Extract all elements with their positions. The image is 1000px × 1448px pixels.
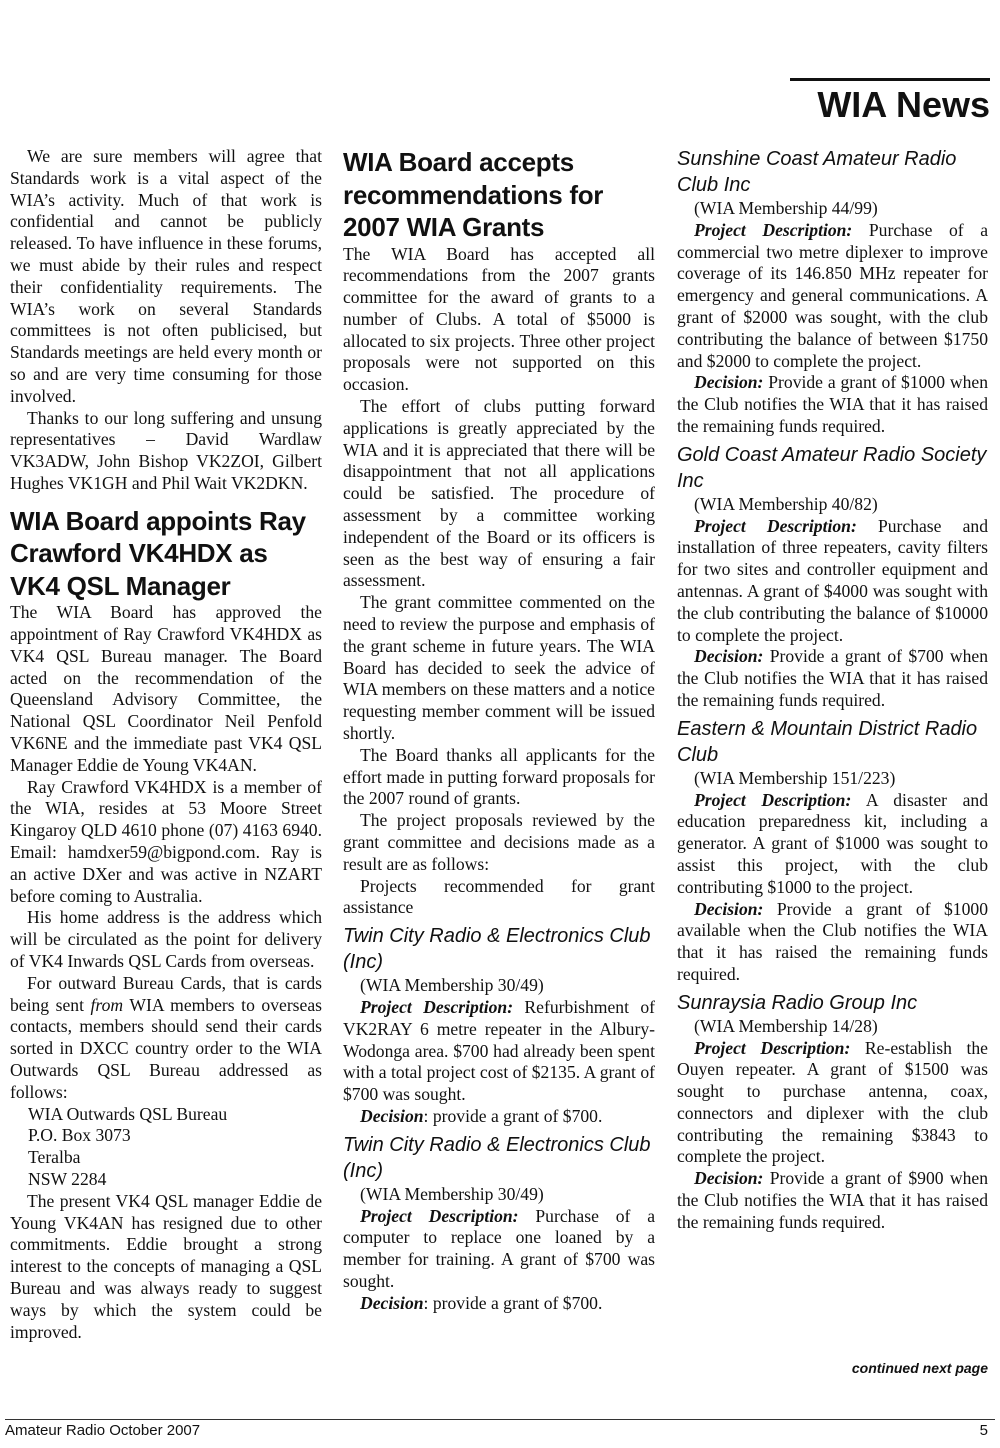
paragraph: Projects recommended for grant assistance <box>343 875 655 918</box>
paragraph: The present VK4 QSL manager Eddie de Young VK4AN has resigned due to other commitments. Eddie brought a strong interest to the concepts of managing a QSL Bureau and was always ready to suggest ways by which the system could be improved. <box>10 1190 322 1342</box>
decision: Decision: Provide a grant of $700 when the Club notifies the WIA that it has raised the remaining funds required. <box>677 646 988 710</box>
project-description: Project Description: A disaster and education preparedness kit, including a generator. A grant of $1000 was sought to assist this project, with the club contributing $1000 to the project. <box>677 789 989 897</box>
address-line: NSW 2284 <box>28 1168 107 1189</box>
decision: Decision: Provide a grant of $1000 available when the Club notifies the WIA that it has raised the remaining funds required. <box>677 898 988 984</box>
club-heading: Eastern & Mountain District Radio Club <box>677 717 978 766</box>
paragraph: Thanks to our long suffering and unsung representatives – David Wardlaw VK3ADW, John Bishop VK2ZOI, Gilbert Hughes VK1GH and Phil Wait VK2DKN. <box>10 407 322 493</box>
membership: (WIA Membership 151/223) <box>694 767 896 788</box>
membership: (WIA Membership 30/49) <box>360 1183 544 1204</box>
paragraph: The effort of clubs putting forward applications is greatly appreciated by the WIA and it is appreciated that there will be disappointment that not all applications could be satisfied. The procedure of assessment by a committee working independent of the Board or its officers is seen as the best way of ensuring a fair assessment. <box>343 396 655 591</box>
address-line: Teralba <box>28 1147 81 1168</box>
membership: (WIA Membership 14/28) <box>694 1015 878 1036</box>
column-3 <box>677 146 988 1234</box>
membership: (WIA Membership 40/82) <box>694 493 878 514</box>
paragraph: The WIA Board has accepted all recommendations from the 2007 grants committee for the award of grants to a number of Clubs. A total of $5000 is allocated to six projects. Three other project proposals were not supported on this occasion. <box>343 243 655 395</box>
club-heading: Twin City Radio & Electronics Club (Inc) <box>343 1133 651 1182</box>
paragraph: The grant committee commented on the need to review the purpose and emphasis of the grant scheme in future years. The WIA Board has decided to seek the advice of WIA members on these matters and a notice requesting member comment will be issued shortly. <box>343 592 655 744</box>
paragraph: We are sure members will agree that Standards work is a vital aspect of the WIA’s activity. Much of that work is confidential and cannot be publicly released. To have influence in these forums, we must abide by their rules and respect their confidentiality requirements. The WIA’s work on several Standards committees is not often publicised, but Standards meetings are held every month or so and are very time consuming for those involved. <box>10 146 322 406</box>
address-line: WIA Outwards QSL Bureau <box>28 1103 228 1124</box>
paragraph: For outward Bureau Cards, that is cards being sent from WIA members to overseas contacts, members should send their cards sorted in DXCC country order to the WIA Outwards QSL Bureau addressed as follows: <box>10 972 322 1102</box>
membership: (WIA Membership 30/49) <box>360 975 544 996</box>
section-title: WIA News <box>817 84 990 125</box>
article-heading: WIA Board accepts recommendations for 2007 WIA Grants <box>343 147 604 242</box>
project-description: Project Description: Purchase of a commercial two metre diplexer to improve coverage of its 146.850 MHz repeater for emergency and general communications. A grant of $2000 was sought, with the club contributing the balance of between $1750 and $2000 to complete the project. <box>677 219 989 371</box>
decision: Decision: Provide a grant of $900 when the Club notifies the WIA that it has raised the remaining funds required. <box>677 1168 988 1232</box>
club-heading: Twin City Radio & Electronics Club (Inc) <box>343 925 651 974</box>
column-1 <box>10 146 322 1343</box>
project-description: Project Description: Purchase of a computer to replace one loaned by a member for training. A grant of $700 was sought. <box>343 1205 656 1291</box>
club-heading: Sunraysia Radio Group Inc <box>677 991 918 1014</box>
column-2 <box>343 146 655 1315</box>
paragraph: Ray Crawford VK4HDX is a member of the WIA, resides at 53 Moore Street Kingaroy QLD 4610 phone (07) 4163 6940. Email: hamdxer59@bigpond.com. Ray is an active DXer and was active in NZART before coming to Australia. <box>10 776 322 906</box>
continued-note: continued next page <box>851 1360 988 1376</box>
project-description: Project Description: Purchase and installation of three repeaters, cavity filters for two sites and controller equipment and antennas. A grant of $4000 was sought with the club contributing the balance of $10000 to complete the project. <box>677 515 988 645</box>
club-heading: Sunshine Coast Amateur Radio Club Inc <box>677 148 957 196</box>
footer-page-number: 5 <box>979 1422 988 1439</box>
project-description: Project Description: Re-establish the Ouyen repeater. A grant of $1500 was sought to purchase antenna, coax, connectors and diplexer with the club contributing the remaining $3843 to complete the project. <box>677 1037 988 1167</box>
footer-rule <box>5 1419 995 1420</box>
paragraph: The Board thanks all applicants for the effort made in putting forward proposals for the 2007 round of grants. <box>343 744 655 809</box>
paragraph: His home address is the address which will be circulated as the point for delivery of VK4 Inwards QSL Cards from overseas. <box>10 907 322 971</box>
footer-publication: Amateur Radio October 2007 <box>5 1422 201 1439</box>
decision: Decision: Provide a grant of $1000 when the Club notifies the WIA that it has raised the remaining funds required. <box>677 372 988 436</box>
section-header <box>790 78 990 127</box>
address-line: P.O. Box 3073 <box>28 1125 131 1146</box>
membership: (WIA Membership 44/99) <box>694 198 878 218</box>
paragraph: The WIA Board has approved the appointment of Ray Crawford VK4HDX as VK4 QSL Bureau manager. The Board acted on the recommendation of the Queensland Advisory Committee, the National QSL Coordinator Neil Penfold VK6NE and the immediate past VK4 QSL Manager Eddie de Young VK4AN. <box>10 602 322 775</box>
club-heading: Gold Coast Amateur Radio Society Inc <box>677 443 987 492</box>
decision: Decision: provide a grant of $700. <box>360 1292 603 1313</box>
project-description: Project Description: Refurbishment of VK2RAY 6 metre repeater in the Albury-Wodonga area. $700 had already been spent with a total project cost of $2135. A grant of $700 was sought. <box>343 997 655 1105</box>
decision: Decision: provide a grant of $700. <box>360 1105 603 1126</box>
article-heading: WIA Board appoints Ray Crawford VK4HDX as VK4 QSL Manager <box>10 505 306 601</box>
paragraph: The project proposals reviewed by the grant committee and decisions made as a result are as follows: <box>343 810 655 874</box>
